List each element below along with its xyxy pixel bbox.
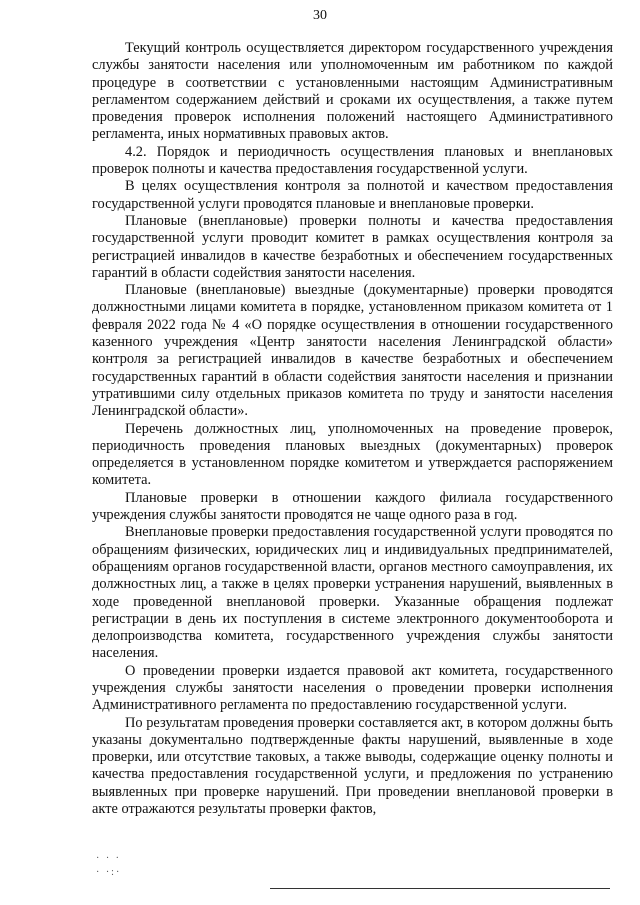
paragraph-current-control: Текущий контроль осуществляется директором государственного учреждения службы занятости населения или уполномоченным им работником по каждой процедуре в соответствии с установленными настоящим Административным регламентом содержанием действий и сроками их осуществления, а также путем проведения проверок исполнения положений настоящего Административного регламента, иных нормативных правовых актов. [92, 40, 613, 143]
scan-artifact: · · · · ·:· [96, 853, 122, 878]
paragraph-planned-frequency: Плановые проверки в отношении каждого филиала государственного учреждения службы занятости проводятся не чаще одного раза в год. [92, 489, 613, 524]
document-body [92, 40, 613, 818]
paragraph-legal-act: О проведении проверки издается правовой акт комитета, государственного учреждения службы занятости населения о проведении проверки исполнения Административного регламента по предоставлению государственной услуги. [92, 662, 613, 714]
paragraph-committee-checks: Плановые (внеплановые) проверки полноты и качества предоставления государственной услуги проводит комитет в рамках осуществления контроля за регистрацией инвалидов в качестве безработных и обеспечением государственных гарантий в области содействия занятости населения. [92, 212, 613, 281]
section-heading-4-2: 4.2. Порядок и периодичность осуществления плановых и внеплановых проверок полноты и качества предоставления государственной услуги. [92, 143, 613, 178]
paragraph-unplanned-checks: Внеплановые проверки предоставления государственной услуги проводятся по обращениям физических, юридических лиц и индивидуальных предпринимателей, обращениям органов государственной власти, органов местного самоуправления, их должностных лиц, а также в целях проверки устранения нарушений, выявленных в ходе проведенной внеплановой проверки. Указанные обращения подлежат регистрации в день их поступления в системе электронного документооборота и делопроизводства комитета, государственного учреждения службы занятости населения. [92, 524, 613, 662]
paragraph-check-results: По результатам проведения проверки составляется акт, в котором должны быть указаны документально подтвержденные факты нарушений, выявленные в ходе проверки, или отсутствие таковых, а также выводы, содержащие оценку полноты и качества предоставления государственной услуги, и предложения по устранению выявленных при проверке нарушений. При проведении внеплановой проверки в акте отражаются результаты проверки фактов, [92, 714, 613, 818]
paragraph-field-checks: Плановые (внеплановые) выездные (документарные) проверки проводятся должностными лицами комитета в порядке, установленном приказом комитета от 1 февраля 2022 года № 4 «О порядке осуществления в отношении государственного казенного учреждения «Центр занятости населения Ленинградской области» контроля за регистрацией инвалидов в качестве безработных и обеспечением государственных гарантий в области содействия занятости населения и признании утратившими силу отдельных приказов комитета по труду и занятости населения Ленинградской области». [92, 282, 613, 420]
paragraph-control-purpose: В целях осуществления контроля за полнотой и качеством предоставления государственной услуги проводятся плановые и внеплановые проверки. [92, 178, 613, 212]
paragraph-officials-list: Перечень должностных лиц, уполномоченных на проведение проверок, периодичность проведения плановых выездных (документарных) проверок определяется в установленном порядке комитетом и утверждается распоряжением комитета. [92, 420, 613, 489]
page-number: 30 [313, 8, 327, 23]
footer-rule [270, 888, 610, 889]
